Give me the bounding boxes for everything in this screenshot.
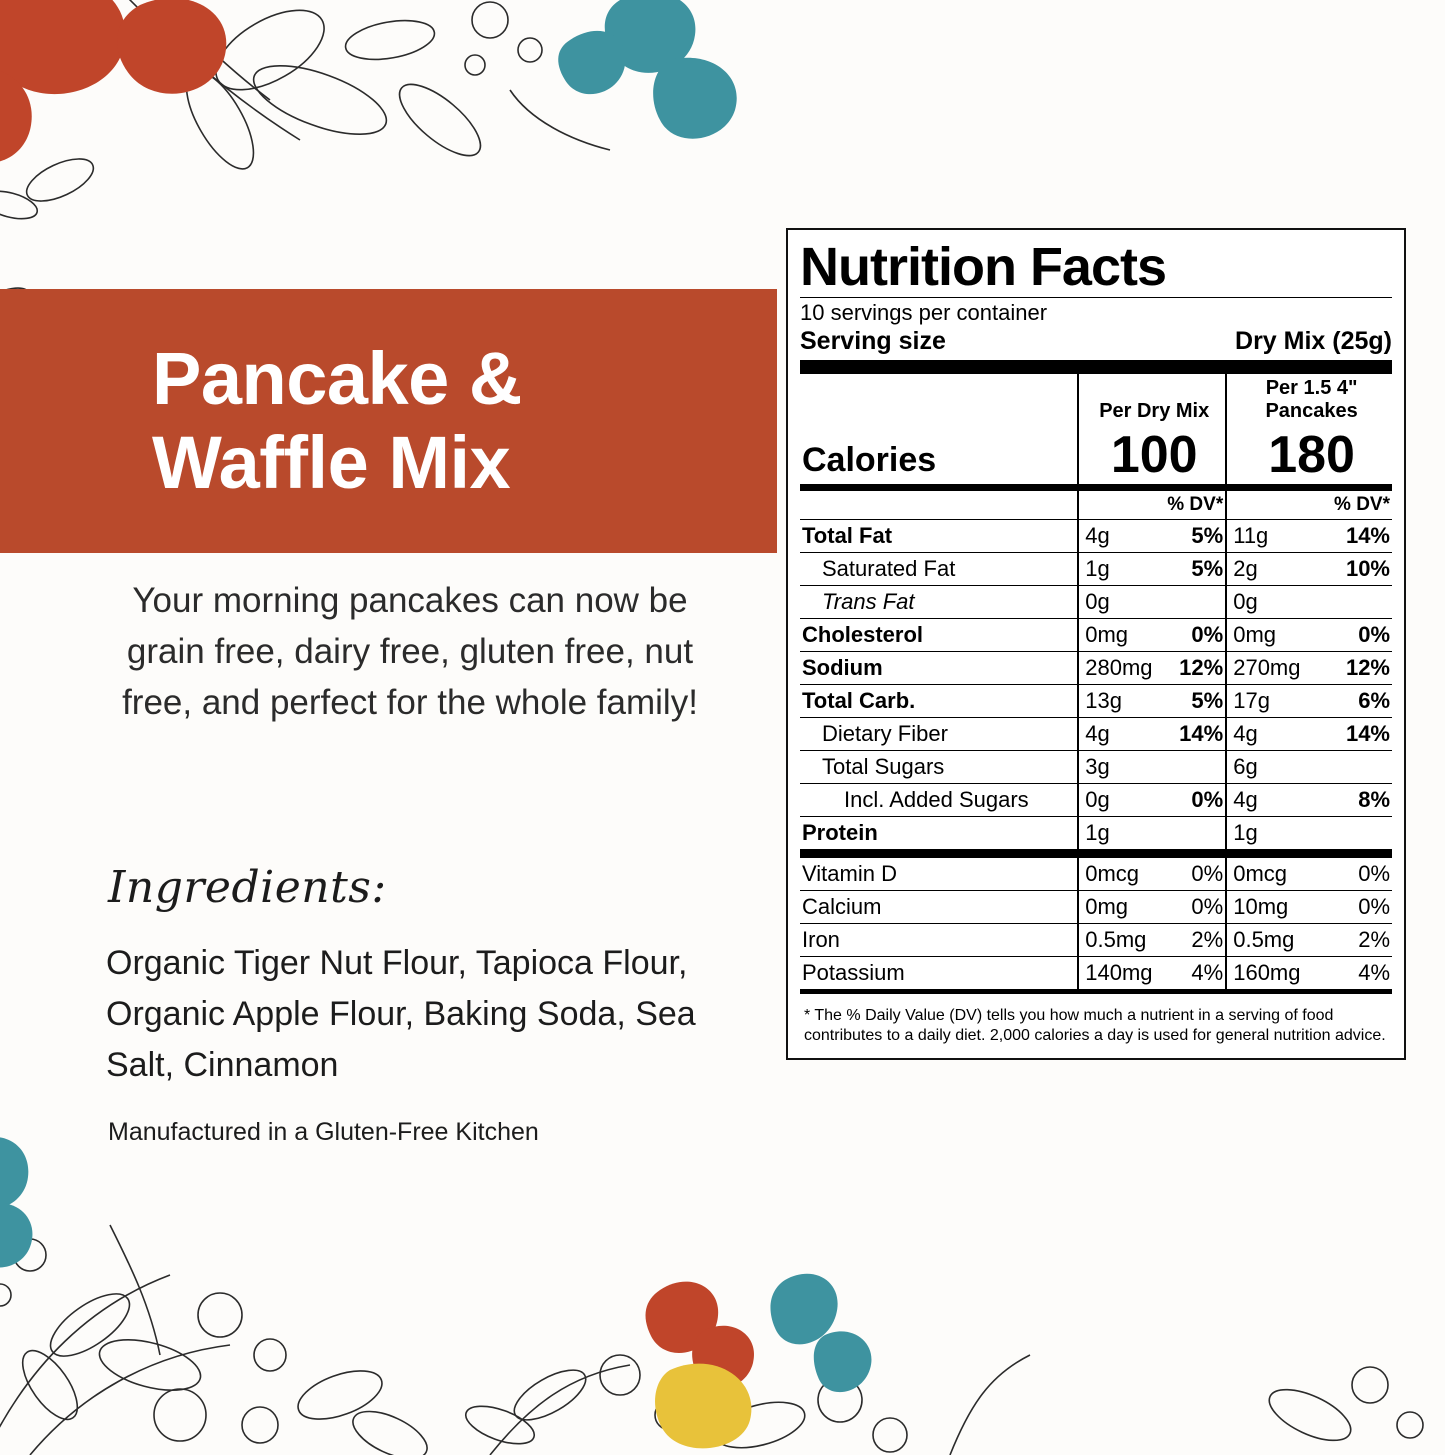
nutrient-amount-2: 11g [1226, 520, 1315, 553]
table-row [800, 784, 1392, 817]
nutrient-amount-1: 3g [1078, 751, 1161, 784]
nutrient-dv-2: 14% [1315, 718, 1392, 751]
ingredients-heading: Ingredients: [108, 862, 387, 913]
table-row [800, 685, 1392, 718]
nutrient-amount-1: 1g [1078, 817, 1161, 854]
micronutrient-name: Vitamin D [800, 854, 1078, 891]
nutrient-amount-1: 1g [1078, 553, 1161, 586]
micronutrient-amount-1: 0mcg [1078, 854, 1161, 891]
nutrient-amount-2: 0mg [1226, 619, 1315, 652]
nutrient-dv-2: 14% [1315, 520, 1392, 553]
nutrient-amount-2: 270mg [1226, 652, 1315, 685]
nutrient-name: Total Carb. [800, 685, 1078, 718]
product-tagline: Your morning pancakes can now be grain free, dairy free, gluten free, nut free, and perfect for the whole family! [122, 581, 698, 723]
product-title-line-1: Pancake & [152, 337, 522, 421]
table-row [800, 924, 1392, 957]
table-row [800, 652, 1392, 685]
table-row [800, 520, 1392, 553]
micronutrient-amount-2: 0mcg [1226, 854, 1315, 891]
micronutrient-name: Iron [800, 924, 1078, 957]
nutrient-amount-2: 2g [1226, 553, 1315, 586]
serving-size-value: Dry Mix (25g) [1235, 327, 1392, 356]
nutrition-values-table [800, 491, 1392, 994]
nutrient-amount-2: 4g [1226, 718, 1315, 751]
nutrient-name: Trans Fat [800, 586, 1078, 619]
nutrient-name: Total Sugars [800, 751, 1078, 784]
calories-value-2: 180 [1226, 426, 1392, 484]
nutrient-amount-2: 4g [1226, 784, 1315, 817]
daily-value-header-row [800, 491, 1392, 520]
servings-per-container: 10 servings per container [800, 300, 1048, 326]
table-row [800, 718, 1392, 751]
serving-size-label: Serving size [800, 327, 946, 356]
nutrient-amount-2: 0g [1226, 586, 1315, 619]
nutrient-name: Total Fat [800, 520, 1078, 553]
table-row [800, 817, 1392, 854]
nutrient-amount-1: 13g [1078, 685, 1161, 718]
micronutrient-dv-1: 0% [1161, 891, 1226, 924]
ingredients-list: Organic Tiger Nut Flour, Tapioca Flour, Organic Apple Flour, Baking Soda, Sea Salt, Cinnamon [106, 944, 696, 1084]
nutrient-dv-2 [1315, 751, 1392, 784]
nutrition-table [800, 374, 1392, 484]
nutrient-dv-2: 0% [1315, 619, 1392, 652]
nutrition-facts-title: Nutrition Facts [800, 237, 1167, 297]
micronutrient-dv-2: 4% [1315, 957, 1392, 992]
product-title-line-2: Waffle Mix [152, 421, 511, 504]
nutrient-amount-2: 1g [1226, 817, 1315, 854]
dv-header-2: % DV* [1315, 491, 1392, 520]
nutrient-dv-1: 5% [1161, 685, 1226, 718]
nutrient-amount-1: 4g [1078, 718, 1161, 751]
nutrient-dv-1: 0% [1161, 619, 1226, 652]
nutrient-dv-1: 5% [1161, 520, 1226, 553]
micronutrient-amount-1: 0mg [1078, 891, 1161, 924]
table-row [800, 854, 1392, 891]
nutrient-dv-1 [1161, 751, 1226, 784]
nutrient-name: Dietary Fiber [800, 718, 1078, 751]
nutrient-dv-1: 12% [1161, 652, 1226, 685]
nutrient-name: Cholesterol [800, 619, 1078, 652]
serving-size-row [800, 327, 1392, 356]
nutrient-amount-1: 280mg [1078, 652, 1161, 685]
nutrient-dv-2 [1315, 586, 1392, 619]
micronutrient-dv-1: 2% [1161, 924, 1226, 957]
nutrition-facts-panel [786, 228, 1406, 1060]
micronutrient-dv-2: 2% [1315, 924, 1392, 957]
nutrient-dv-2 [1315, 817, 1392, 854]
table-row [800, 751, 1392, 784]
column-header-2: Per 1.5 4" Pancakes [1226, 374, 1392, 426]
nutrient-dv-1: 14% [1161, 718, 1226, 751]
nutrient-dv-2: 12% [1315, 652, 1392, 685]
nutrient-amount-1: 0g [1078, 586, 1161, 619]
daily-value-footnote: * The % Daily Value (DV) tells you how much a nutrient in a serving of food contributes to a daily diet. 2,000 calories a day is used for general nutrition advice. [804, 1007, 1386, 1045]
micronutrient-amount-2: 160mg [1226, 957, 1315, 992]
floral-corner-top-left-icon [0, 0, 790, 240]
floral-cluster-bottom-center-icon [430, 1225, 1445, 1455]
nutrient-amount-1: 4g [1078, 520, 1161, 553]
table-row [800, 553, 1392, 586]
nutrient-amount-1: 0mg [1078, 619, 1161, 652]
nutrient-dv-1 [1161, 586, 1226, 619]
manufacturing-note: Manufactured in a Gluten-Free Kitchen [108, 1118, 539, 1146]
nutrient-amount-2: 17g [1226, 685, 1315, 718]
micronutrient-name: Potassium [800, 957, 1078, 992]
nutrient-name: Sodium [800, 652, 1078, 685]
micronutrient-amount-2: 10mg [1226, 891, 1315, 924]
nutrient-name: Incl. Added Sugars [800, 784, 1078, 817]
table-row [800, 586, 1392, 619]
micronutrient-amount-1: 140mg [1078, 957, 1161, 992]
micronutrient-dv-1: 0% [1161, 854, 1226, 891]
nutrient-dv-1: 0% [1161, 784, 1226, 817]
nutrient-dv-1: 5% [1161, 553, 1226, 586]
calories-label: Calories [802, 441, 937, 480]
nutrient-name: Protein [800, 817, 1078, 854]
table-row [800, 957, 1392, 992]
calories-row [800, 426, 1392, 484]
nutrient-dv-2: 10% [1315, 553, 1392, 586]
table-row [800, 891, 1392, 924]
nutrient-dv-2: 8% [1315, 784, 1392, 817]
product-title-band [0, 289, 777, 553]
nutrient-name: Saturated Fat [800, 553, 1078, 586]
micronutrient-name: Calcium [800, 891, 1078, 924]
nutrient-amount-1: 0g [1078, 784, 1161, 817]
column-header-1: Per Dry Mix [1078, 374, 1226, 426]
micronutrient-dv-2: 0% [1315, 854, 1392, 891]
micronutrient-dv-2: 0% [1315, 891, 1392, 924]
nutrient-amount-2: 6g [1226, 751, 1315, 784]
micronutrient-dv-1: 4% [1161, 957, 1226, 992]
table-row [800, 619, 1392, 652]
dv-header-1: % DV* [1161, 491, 1226, 520]
nutrient-dv-2: 6% [1315, 685, 1392, 718]
nutrient-dv-1 [1161, 817, 1226, 854]
calories-value-1: 100 [1078, 426, 1226, 484]
column-header-row [800, 374, 1392, 426]
micronutrient-amount-1: 0.5mg [1078, 924, 1161, 957]
micronutrient-amount-2: 0.5mg [1226, 924, 1315, 957]
